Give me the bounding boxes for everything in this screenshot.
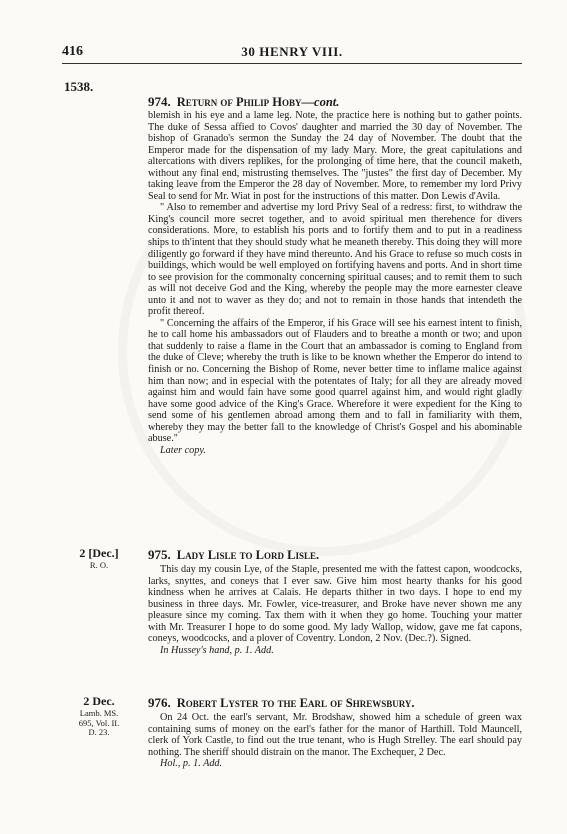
entry-heading: Return of Philip Hoby bbox=[176, 95, 302, 109]
entry-974-body bbox=[148, 110, 522, 456]
entry-976-title bbox=[148, 695, 415, 711]
margin-year: 1538. bbox=[64, 79, 94, 94]
paragraph: On 24 Oct. the earl's servant, Mr. Brodshaw, showed him a schedule of green wax containing sums of money on the earl's father for the manor of Harthill. Told Mauncell, clerk of York Castle, to find out the true tenant, who is Hugh Strelley. The earl should pay nothing. The sheriff should distrain on the manor. The Exchequer, 2 Dec. bbox=[148, 712, 522, 758]
margin-reference-line: Lamb. MS. bbox=[79, 708, 119, 718]
entry-number: 976. bbox=[148, 695, 171, 710]
page-header bbox=[62, 44, 522, 60]
citation: In Hussey's hand, p. 1. Add. bbox=[160, 644, 274, 656]
entry-974-title bbox=[148, 94, 339, 110]
header-rule bbox=[62, 63, 522, 64]
margin-reference-line: D. 23. bbox=[88, 727, 110, 737]
margin-date: 2 Dec. bbox=[83, 694, 115, 708]
entry-heading: Robert Lyster to the Earl of Shrewsbury. bbox=[176, 696, 415, 710]
entry-number: 975. bbox=[148, 547, 171, 562]
entry-heading: Lady Lisle to Lord Lisle. bbox=[176, 548, 320, 562]
paragraph: " Concerning the affairs of the Emperor, if his Grace will see his earnest intent to finish, he to call home his ambassadors out of Flauders and to breathe a month or two; and upon that suddenly to raise a flame in the Court that an ambassador is coming to England from the duke of Cleve; whereby the truth is like to be known whether the Emperor do intend to finish or no. Concerning the Bishop of Rome, never better time to inflame malice against him than now; and in especial with the potentates of Italy; for all they are already moved against him and would fain have some good quarrel against him, and would right gladly have some good advice of the King's Grace. Wherefore it were expedient for the King to send some of his gentlemen abroad among them and to fall in familiarity with them, whereby they may the better fall to the knowledge of Christ's Gospel and his abominable abuse." bbox=[148, 317, 522, 445]
entry-975-body bbox=[148, 564, 522, 656]
entry-number: 974. bbox=[148, 94, 171, 109]
margin-reference-line: 695, Vol. II. bbox=[78, 717, 120, 728]
entry-heading-suffix: —cont. bbox=[301, 95, 340, 109]
page-number: 416 bbox=[62, 44, 83, 59]
entry-975-margin bbox=[62, 547, 136, 571]
entry-976-body bbox=[148, 712, 522, 770]
running-title: 30 HENRY VIII. bbox=[241, 44, 343, 59]
paragraph: " Also to remember and advertise my lord Privy Seal of a redress: first, to withdraw the King's council more secret together, and to avoid spiritual men therehence for divers considerations. More, to establish his ports and to fortify them and to put in a readiness ships to th'intent that they should study what he meaneth thereby. This doing they will more diligently go forward if they have mind thereunto. And his Grace to refuse so much costs in buildings, which would be well employed on fortifying havens and ports. And in short time to see provision for the commonalty concerning spiritual causes; and to remit them to such as will not deceive God and the King, whereby the people may the more earnester cleave unto it and not to waver as they do; and not to remain in those hands that intendeth the profit thereof. bbox=[148, 202, 522, 318]
margin-date: 2 [Dec.] bbox=[79, 546, 119, 560]
citation: Later copy. bbox=[160, 444, 206, 456]
paragraph: This day my cousin Lye, of the Staple, presented me with the fattest capon, woodcocks, larks, snyttes, and coneys that I ever saw. Give him most hearty thanks for his good kindness when he arrives at Calais. He departs thither in two days. I hope to end my business in three days. Mr. Fowler, vice-treasurer, and Broke have never shown me any pleasure since my coming. Tax them with it when they go home. Touching your matter with Mr. Treasurer I hope to do some good. My lady Wallop, widow, gave me fat capons, coneys, woodcocks, and a plover of Coventry. London, 2 Nov. (Dec.?). Signed. bbox=[148, 564, 522, 645]
entry-975-title bbox=[148, 547, 319, 563]
paragraph: blemish in his eye and a lame leg. Note, the practice here is nothing but to gather points. The duke of Sessa affied to Covos' daughter and married the 30 day of November. The bishop of Granado's sermon the Sunday the 24 day of November. The doubt that the Emperor made for the dispensation of my lady Mary. More, the great capitulations and altercations with divers replikes, for the prolonging of time here, that the council maketh, without any final end, mistrusting themselves. The "justes" the first day of December. My taking leave from the Emperor the 28 day of November. More, to remember my lord Privy Seal to send for Mr. Wiat in post for the instructions of this matter. Don Lewis d'Avila. bbox=[148, 110, 522, 202]
citation: Hol., p. 1. Add. bbox=[160, 758, 223, 770]
entry-976-margin bbox=[62, 695, 136, 738]
margin-reference: R. O. bbox=[89, 560, 109, 570]
